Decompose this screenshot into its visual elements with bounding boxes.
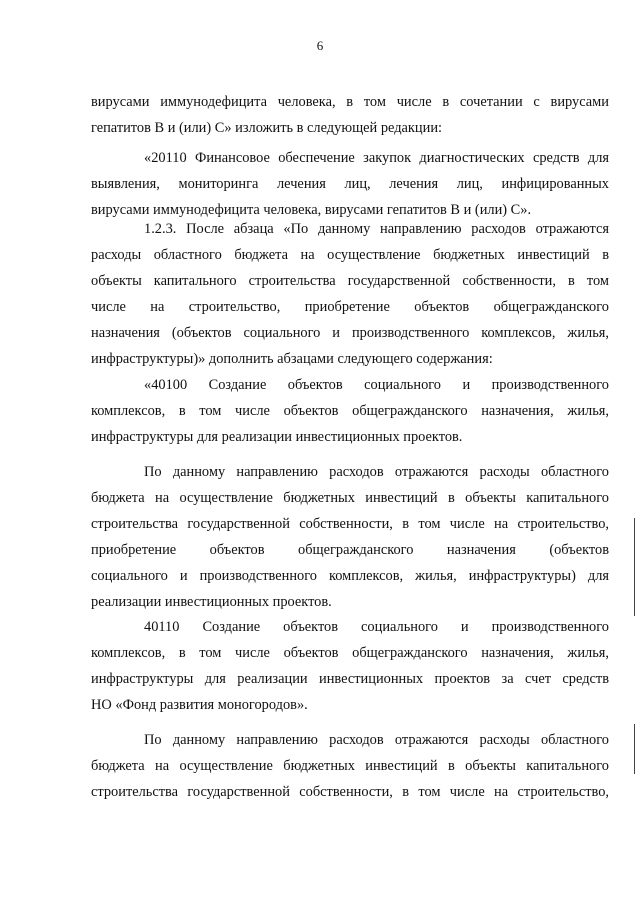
text-line: комплексов, в том числе объектов общегражданского назначения, жилья, (91, 403, 609, 419)
text-line: гепатитов В и (или) С» изложить в следующей редакции: (91, 120, 443, 136)
text-line: реализации инвестиционных проектов. (91, 594, 332, 610)
text-line: инфраструктуры для реализации инвестиционных проектов. (91, 429, 463, 445)
text-line: назначения (объектов социального и производственного комплексов, жилья, (91, 325, 609, 341)
text-line: «40100 Создание объектов социального и производственного (144, 377, 609, 393)
text-line: объекты капитального строительства государственной собственности, в том (91, 273, 609, 289)
text-line: инфраструктуры)» дополнить абзацами следующего содержания: (91, 351, 493, 367)
text-line: социального и производственного комплексов, жилья, инфраструктуры) для (91, 568, 609, 584)
text-line: 40110 Создание объектов социального и производственного (144, 619, 609, 635)
paragraph-4 (91, 372, 609, 450)
text-line: вирусами иммунодефицита человека, вирусами гепатитов В и (или) С». (91, 202, 532, 218)
text-line: бюджета на осуществление бюджетных инвестиций в объекты капитального (91, 758, 609, 774)
text-line: «20110 Финансовое обеспечение закупок диагностических средств для (144, 150, 609, 166)
text-line: НО «Фонд развития моногородов». (91, 697, 308, 713)
text-line: выявления, мониторинга лечения лиц, лечения лиц, инфицированных (91, 176, 609, 192)
paragraph-5 (91, 459, 609, 615)
text-line: строительства государственной собственности, в том числе на строительство, (91, 516, 609, 532)
text-line: вирусами иммунодефицита человека, в том числе в сочетании с вирусами (91, 94, 609, 110)
page-number: 6 (316, 38, 324, 53)
text-line: По данному направлению расходов отражаются расходы областного (144, 732, 609, 748)
text-line: 1.2.3. После абзаца «По данному направлению расходов отражаются (144, 221, 609, 237)
text-line: числе на строительство, приобретение объектов общегражданского (91, 299, 609, 315)
paragraph-1 (91, 89, 609, 141)
text-line: строительства государственной собственности, в том числе на строительство, (91, 784, 609, 800)
text-line: По данному направлению расходов отражаются расходы областного (144, 464, 609, 480)
text-line: приобретение объектов общегражданского назначения (объектов (91, 542, 609, 558)
text-line: расходы областного бюджета на осуществление бюджетных инвестиций в (91, 247, 609, 263)
paragraph-7 (91, 727, 609, 805)
paragraph-2 (91, 145, 609, 223)
scan-edge-mark (634, 518, 635, 616)
scan-edge-mark (634, 724, 635, 774)
paragraph-6 (91, 614, 609, 718)
text-line: бюджета на осуществление бюджетных инвестиций в объекты капитального (91, 490, 609, 506)
text-line: инфраструктуры для реализации инвестиционных проектов за счет средств (91, 671, 609, 687)
text-line: комплексов, в том числе объектов общегражданского назначения, жилья, (91, 645, 609, 661)
paragraph-3 (91, 216, 609, 372)
